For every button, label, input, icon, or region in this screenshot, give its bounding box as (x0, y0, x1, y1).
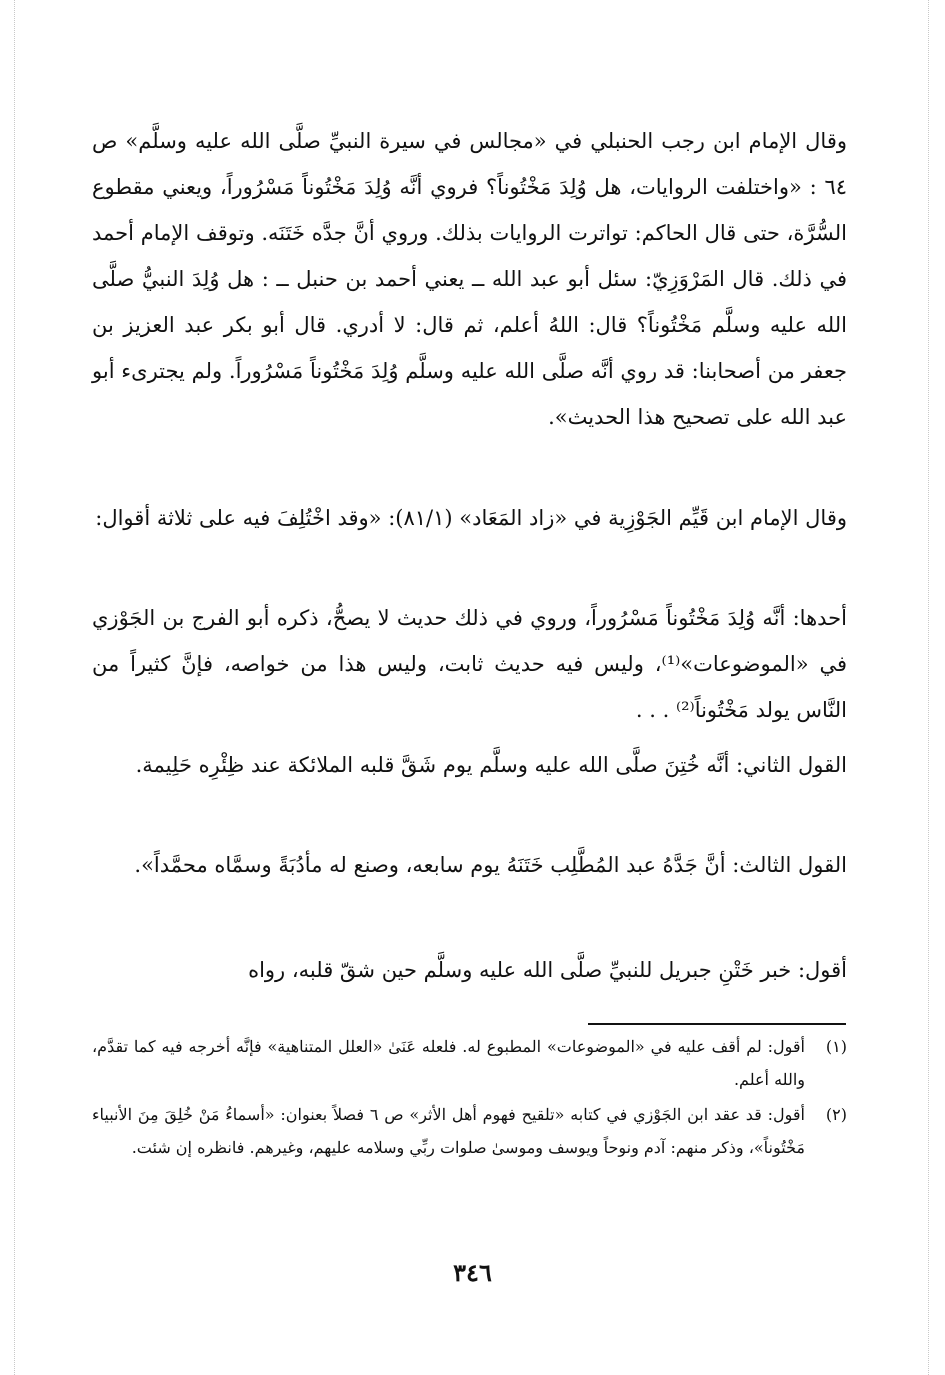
paragraph-ibn-qayyim (92, 495, 847, 541)
footnote-divider (588, 1023, 846, 1025)
footnote-2 (92, 1098, 847, 1164)
paragraph-second-saying (92, 742, 847, 788)
right-scan-edge (928, 0, 931, 1375)
left-scan-edge (14, 0, 17, 1375)
paragraph-third-saying (92, 842, 847, 888)
footnote-text: أقول: قد عقد ابن الجَوْزي في كتابه «تلقيح فهوم أهل الأثر» ص ٦ فصلاً بعنوان: «أسماءُ مَنْ خُلِقَ مِنَ الأنبياء مَخْتُوناً»، وذكر منهم: آدم ونوحاً ويوسف وموسىٰ صلوات ربِّي وسلامه عليهم، وغيرهم. فانظره إن شئت. (92, 1105, 805, 1157)
footnote-marker: (١) (825, 1037, 847, 1056)
footnote-1 (92, 1030, 847, 1096)
paragraph-first-saying (92, 595, 847, 733)
page-number: ٣٤٦ (453, 1258, 492, 1287)
paragraph-text: القول الثاني: أنَّه خُتِنَ صلَّى الله عليه وسلَّم يوم شَقَّ قلبه الملائكة عند ظِئْرِه حَلِيمة. (135, 753, 847, 777)
paragraph-text: القول الثالث: أنَّ جَدَّهُ عبد المُطَّلِب خَتَنَهُ يوم سابعه، وصنع له مأدُبَةً وسمَّاه محمَّداً». (134, 853, 847, 877)
paragraph-text: وقال الإمام ابن قَيِّم الجَوْزِية في «زاد المَعَاد» (٨١/١): «وقد اخْتُلِفَ فيه على ثلاثة أقوال: (95, 506, 847, 530)
paragraph-ibn-rajab (92, 118, 847, 440)
paragraph-text: أقول: خبر خَتْنِ جبريل للنبيِّ صلَّى الله عليه وسلَّم حين شقّ قلبه، رواه (248, 958, 847, 982)
footnotes (92, 1030, 847, 1166)
paragraph-author-comment (92, 947, 847, 993)
footnote-marker: (٢) (825, 1105, 847, 1124)
paragraph-text: أحدها: أنَّه وُلِدَ مَخْتُوناً مَسْرُوراً، وروي في ذلك حديث لا يصحُّ، ذكره أبو الفرج بن الجَوْزي في «الموضوعات»⁽¹⁾، وليس فيه حديث ثابت، وليس هذا من خواصه، فإنَّ كثيراً من النَّاس يولد مَخْتُوناً⁽²⁾ . . . (92, 606, 848, 722)
paragraph-text: وقال الإمام ابن رجب الحنبلي في «مجالس في سيرة النبيِّ صلَّى الله عليه وسلَّم» ص ٦٤ : «واختلفت الروايات، هل وُلِدَ مَخْتُوناً؟ فروي أنَّه وُلِدَ مَخْتُوناً مَسْرُوراً، ويعني مقطوع السُّرَّة، حتى قال الحاكم: تواترت الروايات بذلك. وروي أنَّ جدَّه خَتَنَه. وتوقف الإمام أحمد في ذلك. قال المَرْوَزِيّ: سئل أبو عبد الله ــ يعني أحمد بن حنبل ــ : هل وُلِدَ النبيُّ صلَّى الله عليه وسلَّم مَخْتُوناً؟ قال: اللهُ أعلم، ثم قال: لا أدري. قال أبو بكر عبد العزيز بن جعفر من أصحابنا: قد روي أنَّه صلَّى الله عليه وسلَّم وُلِدَ مَخْتُوناً مَسْرُوراً. ولم يجترىء أبو عبد الله على تصحيح هذا الحديث». (92, 129, 847, 429)
footnote-text: أقول: لم أقف عليه في «الموضوعات» المطبوع له. فلعله عَنَىٰ «العلل المتناهية» فإنَّه أخرجه فيه كما تقدَّم، والله أعلم. (92, 1037, 805, 1089)
